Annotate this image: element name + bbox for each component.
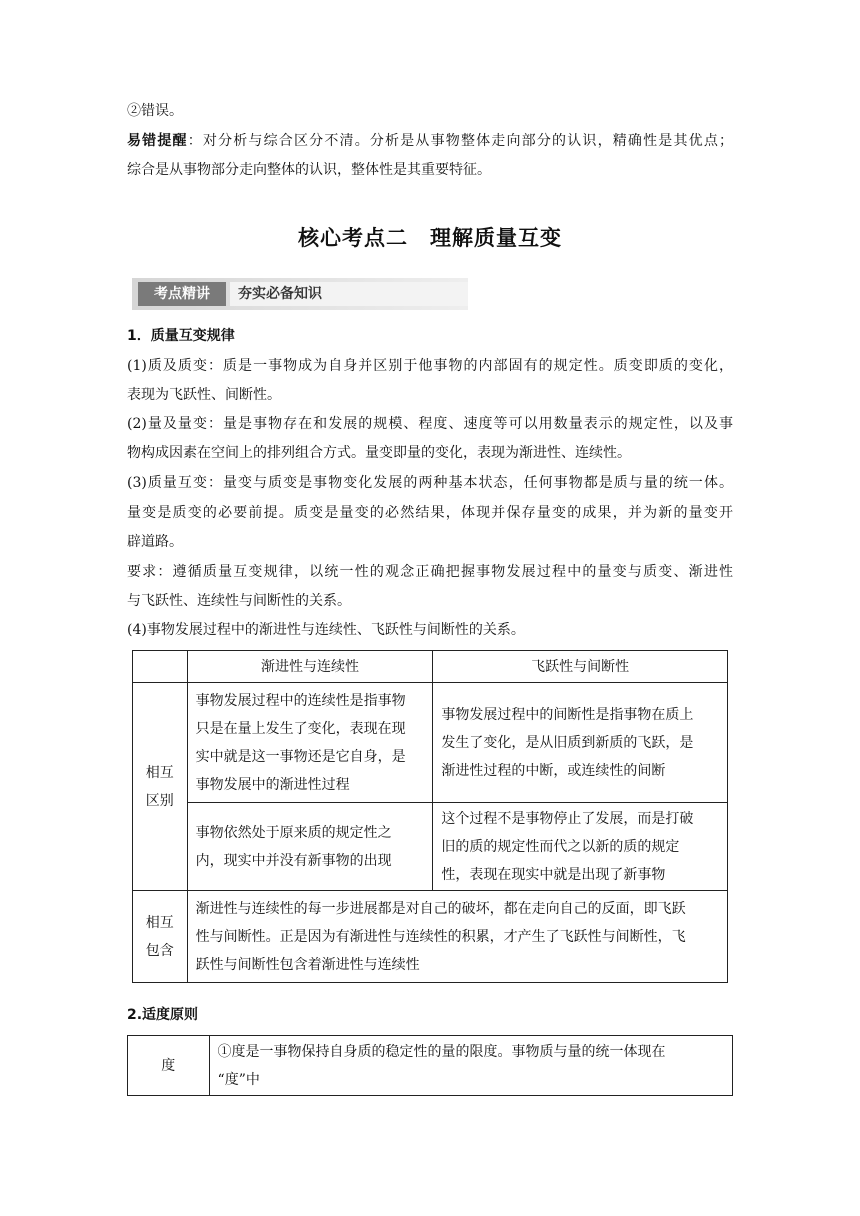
degree-table — [127, 1035, 733, 1096]
section-title: 核心考点二 理解质量互变 — [298, 226, 562, 250]
para-1-line: (1)质及质变：质是一事物成为自身并区别于他事物的内部固有的规定性。质变即质的变化， — [127, 358, 733, 374]
requirement-line: 与飞跃性、连续性与间断性的关系。 — [127, 593, 351, 609]
para-2-line: 物构成因素在空间上的排列组合方式。量变即量的变化，表现为渐进性、连续性。 — [127, 445, 631, 461]
para-3-line: (3)质量互变：量变与质变是事物变化发展的两种基本状态，任何事物都是质与量的统一体。 — [127, 475, 733, 491]
diff-cell-leap-2: 这个过程不是事物停止了发展，而是打破 旧的质的规定性而代之以新的质的规定 性，表现在现实中就是出现了新事物 — [433, 803, 728, 891]
row-label-difference: 相互区别 — [133, 683, 188, 891]
diff-cell-gradual: 事物发展过程中的连续性是指事物 只是在量上发生了变化，表现在现 实中就是这一事物还是它自身，是 事物发展中的渐进性过程 — [187, 683, 433, 803]
requirement-line: 要求：遵循质量互变规律，以统一性的观念正确把握事物发展过程中的量变与质变、渐进性 — [127, 564, 733, 580]
banner-right-label: 夯实必备知识 — [230, 282, 468, 306]
heading-2: 2.适度原则 — [127, 1007, 199, 1023]
error-tip-line1: 易错提醒：对分析与综合区分不清。分析是从事物整体走向部分的认识，精确性是其优点； — [127, 133, 733, 149]
table-row — [133, 683, 728, 803]
table-row — [133, 803, 728, 891]
degree-label-cell: 度 — [128, 1036, 210, 1096]
header-leap-discontinuous: 飞跃性与间断性 — [433, 651, 728, 683]
section-banner — [132, 278, 468, 310]
diff-cell-gradual-2: 事物依然处于原来质的规定性之 内，现实中并没有新事物的出现 — [187, 803, 433, 891]
banner-left-label: 考点精讲 — [138, 282, 226, 306]
diff-cell-leap: 事物发展过程中的间断性是指事物在质上 发生了变化，是从旧质到新质的飞跃，是 渐进性过程的中断，或连续性的间断 — [433, 683, 728, 803]
inclusion-cell: 渐进性与连续性的每一步进展都是对自己的破坏，都在走向自己的反面，即飞跃 性与间断性。正是因为有渐进性与连续性的积累，才产生了飞跃性与间断性，飞 跃性与间断性包含着渐进性与连续性 — [187, 891, 727, 983]
para-4-line: (4)事物发展过程中的渐进性与连续性、飞跃性与间断性的关系。 — [127, 622, 525, 638]
para-1-line: 表现为飞跃性、间断性。 — [127, 387, 281, 403]
error-tip-label: 易错提醒 — [127, 133, 188, 149]
table-row — [133, 891, 728, 983]
row-label-inclusion: 相互包含 — [133, 891, 188, 983]
para-2-line: (2)量及量变：量是事物存在和发展的规模、程度、速度等可以用数量表示的规定性，以及事 — [127, 416, 733, 432]
para-3-line: 量变是质变的必要前提。质变是量变的必然结果，体现并保存量变的成果，并为新的量变开 — [127, 505, 733, 521]
table-row — [128, 1036, 733, 1096]
heading-1: 1．质量互变规律 — [127, 328, 235, 344]
intro-line: ②错误。 — [127, 103, 183, 119]
para-3-line: 辟道路。 — [127, 534, 183, 550]
degree-text-cell: ①度是一事物保持自身质的稳定性的量的限度。事物质与量的统一体现在 “度”中 — [209, 1036, 732, 1096]
header-empty-cell — [133, 651, 188, 683]
table-header-row — [133, 651, 728, 683]
header-gradual-continuous: 渐进性与连续性 — [187, 651, 433, 683]
error-tip-line2: 综合是从事物部分走向整体的认识，整体性是其重要特征。 — [127, 162, 491, 178]
comparison-table — [132, 650, 728, 983]
